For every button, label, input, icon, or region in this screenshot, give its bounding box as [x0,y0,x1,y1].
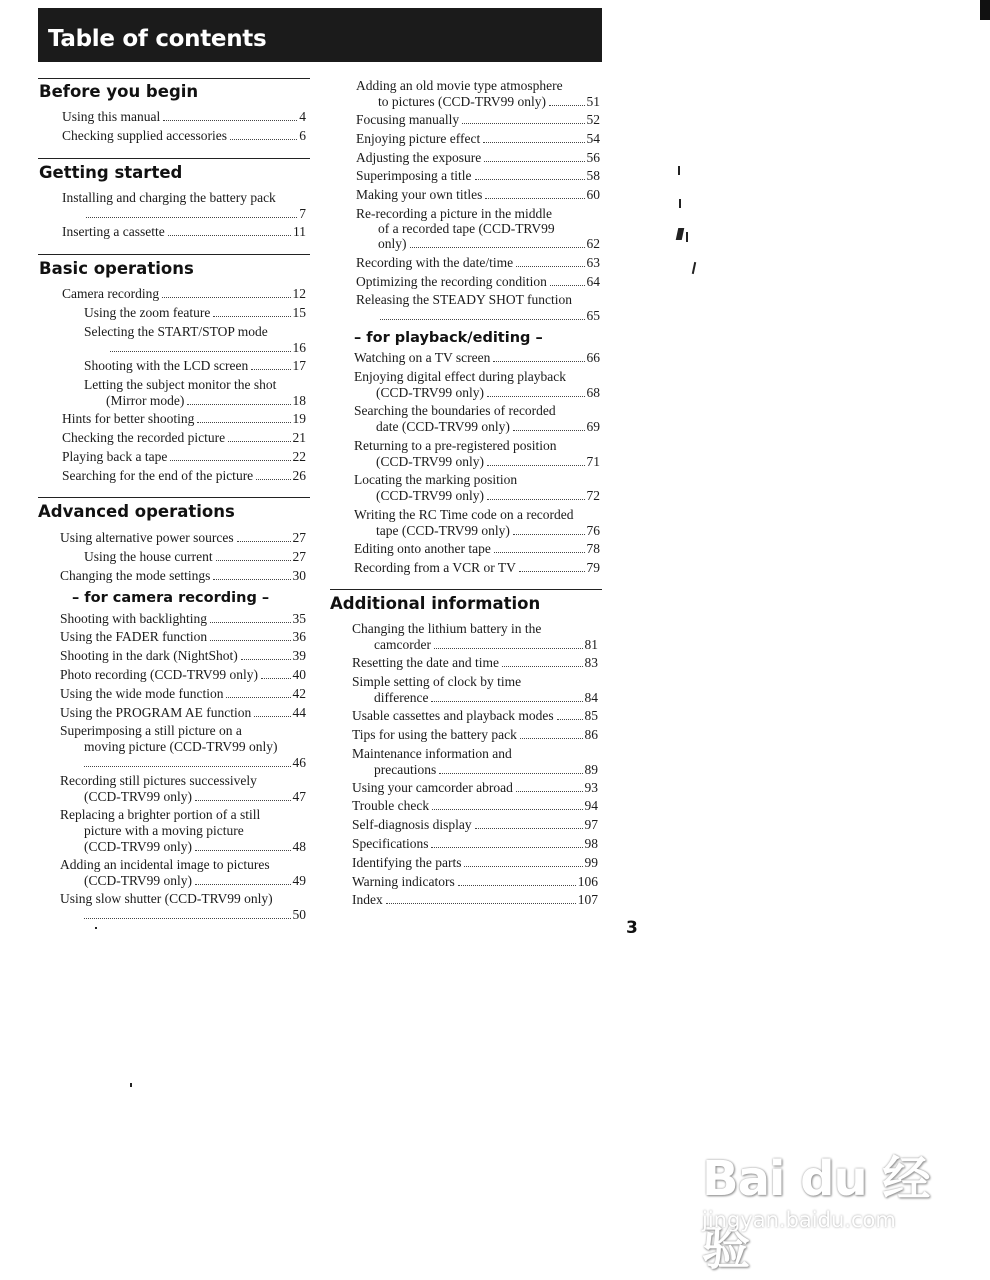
toc-entry-line[interactable]: moving picture (CCD-TRV99 only) [84,739,278,754]
toc-entry[interactable]: Playing back a tape 22 [62,449,306,464]
toc-entry-line[interactable]: Enjoying digital effect during playback [354,369,566,384]
section-title-basic: Basic operations [39,259,194,278]
toc-entry-line[interactable]: Letting the subject monitor the shot [84,377,277,392]
toc-entry-line[interactable]: Selecting the START/STOP mode [84,324,268,339]
scan-speck [678,166,680,175]
scan-speck [679,199,681,208]
toc-entry[interactable]: Using the zoom feature 15 [84,305,306,320]
toc-entry[interactable]: Enjoying picture effect 54 [356,131,600,146]
section-rule [38,78,310,79]
toc-entry-line[interactable]: Releasing the STEADY SHOT function [356,292,572,307]
toc-entry-line[interactable]: Searching the boundaries of recorded [354,403,556,418]
toc-entry[interactable]: Tips for using the battery pack 86 [352,727,598,742]
toc-entry[interactable]: Checking supplied accessories 6 [62,128,306,143]
toc-entry[interactable]: Camera recording 12 [62,286,306,301]
section-title-additional: Additional information [330,594,541,613]
scan-speck [692,262,696,274]
toc-entry[interactable]: 16 [84,340,306,356]
toc-entry-line[interactable]: Returning to a pre-registered position [354,438,557,453]
toc-entry-line[interactable]: Adding an old movie type atmosphere [356,78,563,93]
toc-entry[interactable]: Warning indicators 106 [352,874,598,889]
toc-entry[interactable]: (CCD-TRV99 only) 47 [84,789,306,804]
toc-entry[interactable]: Using this manual 4 [62,109,306,124]
toc-entry[interactable]: only) 62 [378,236,600,251]
scan-speck [686,232,688,242]
watermark-logo: Bai du 经验 [702,1151,930,1276]
scan-speck [676,228,685,240]
toc-entry[interactable]: Watching on a TV screen 66 [354,350,600,365]
toc-entry[interactable]: Identifying the parts 99 [352,855,598,870]
toc-entry-line[interactable]: Superimposing a still picture on a [60,723,242,738]
toc-entry[interactable]: Index 107 [352,892,598,907]
toc-entry[interactable]: (CCD-TRV99 only) 49 [84,873,306,888]
toc-entry[interactable]: Recording with the date/time 63 [356,255,600,270]
toc-entry-line[interactable]: Changing the lithium battery in the [352,621,542,636]
page-title: Table of contents [48,26,267,52]
toc-entry[interactable]: 46 [60,755,306,771]
toc-entry[interactable]: Optimizing the recording condition 64 [356,274,600,289]
toc-entry[interactable]: Editing onto another tape 78 [354,541,600,556]
section-rule [330,589,602,590]
subsection-camera-recording: – for camera recording – [72,590,270,606]
toc-entry[interactable]: Using the FADER function 36 [60,629,306,644]
watermark-url: jingyan.baidu.com [702,1208,896,1232]
toc-entry[interactable]: 50 [60,907,306,923]
toc-entry[interactable]: Shooting with the LCD screen 17 [84,358,306,373]
section-title-getting: Getting started [39,163,183,182]
toc-entry[interactable]: Self-diagnosis display 97 [352,817,598,832]
toc-entry-line[interactable]: Writing the RC Time code on a recorded [354,507,574,522]
toc-entry-line[interactable]: Locating the marking position [354,472,518,487]
toc-entry[interactable]: Using your camcorder abroad 93 [352,780,598,795]
toc-entry-line[interactable]: Maintenance information and [352,746,512,761]
toc-entry[interactable]: Making your own titles 60 [356,187,600,202]
toc-entry[interactable]: Shooting with backlighting 35 [60,611,306,626]
toc-entry-line[interactable]: Installing and charging the battery pack [62,190,276,205]
toc-entry[interactable]: to pictures (CCD-TRV99 only) 51 [378,94,600,109]
toc-entry[interactable]: Trouble check 94 [352,798,598,813]
toc-entry-line[interactable]: Using slow shutter (CCD-TRV99 only) [60,891,273,906]
toc-entry[interactable]: Changing the mode settings 30 [60,568,306,583]
section-title-before: Before you begin [39,82,199,101]
toc-entry[interactable]: (CCD-TRV99 only) 72 [376,488,600,503]
toc-entry[interactable]: Using alternative power sources 27 [60,530,306,545]
toc-entry[interactable]: Shooting in the dark (NightShot) 39 [60,648,306,663]
toc-entry[interactable]: (CCD-TRV99 only) 68 [376,385,600,400]
toc-entry[interactable]: Searching for the end of the picture 26 [62,468,306,483]
toc-entry[interactable]: Resetting the date and time 83 [352,655,598,670]
section-rule [38,497,310,498]
toc-entry[interactable]: Hints for better shooting 19 [62,411,306,426]
toc-entry[interactable]: Checking the recorded picture 21 [62,430,306,445]
toc-entry-line[interactable]: Adding an incidental image to pictures [60,857,270,872]
edge-mark [980,0,990,20]
toc-entry-line[interactable]: Recording still pictures successively [60,773,257,788]
toc-entry[interactable]: Adjusting the exposure 56 [356,150,600,165]
title-bar [38,8,602,62]
toc-entry[interactable]: (CCD-TRV99 only) 71 [376,454,600,469]
toc-entry-line[interactable]: of a recorded tape (CCD-TRV99 [378,221,555,236]
toc-entry[interactable]: Using the wide mode function 42 [60,686,306,701]
toc-entry[interactable]: 65 [356,308,600,324]
toc-entry-line[interactable]: Simple setting of clock by time [352,674,522,689]
subsection-playback-editing: – for playback/editing – [354,330,543,346]
toc-entry[interactable]: Usable cassettes and playback modes 85 [352,708,598,723]
page-number: 3 [626,918,638,938]
section-rule [38,158,310,159]
toc-entry[interactable]: Using the PROGRAM AE function 44 [60,705,306,720]
toc-entry[interactable]: Photo recording (CCD-TRV99 only) 40 [60,667,306,682]
section-title-advanced: Advanced operations [38,502,235,521]
toc-entry[interactable]: difference 84 [374,690,598,705]
watermark [702,1130,942,1276]
toc-entry-line[interactable]: Re-recording a picture in the middle [356,206,553,221]
scan-speck [95,927,97,929]
toc-entry[interactable]: date (CCD-TRV99 only) 69 [376,419,600,434]
toc-entry[interactable]: Inserting a cassette 11 [62,224,306,239]
toc-entry-line[interactable]: Replacing a brighter portion of a still [60,807,261,822]
toc-entry[interactable]: (CCD-TRV99 only) 48 [84,839,306,854]
toc-entry[interactable]: Focusing manually 52 [356,112,600,127]
scan-speck [130,1083,132,1087]
toc-entry[interactable]: camcorder 81 [374,637,598,652]
toc-entry-line[interactable]: picture with a moving picture [84,823,244,838]
toc-entry[interactable]: (Mirror mode) 18 [106,393,306,408]
toc-entry[interactable]: Specifications 98 [352,836,598,851]
toc-entry[interactable]: 7 [62,206,306,222]
toc-entry[interactable]: tape (CCD-TRV99 only) 76 [376,523,600,538]
section-rule [38,254,310,255]
toc-entry[interactable]: Recording from a VCR or TV 79 [354,560,600,575]
toc-entry[interactable]: Superimposing a title 58 [356,168,600,183]
toc-entry[interactable]: Using the house current 27 [84,549,306,564]
toc-entry[interactable]: precautions 89 [374,762,598,777]
